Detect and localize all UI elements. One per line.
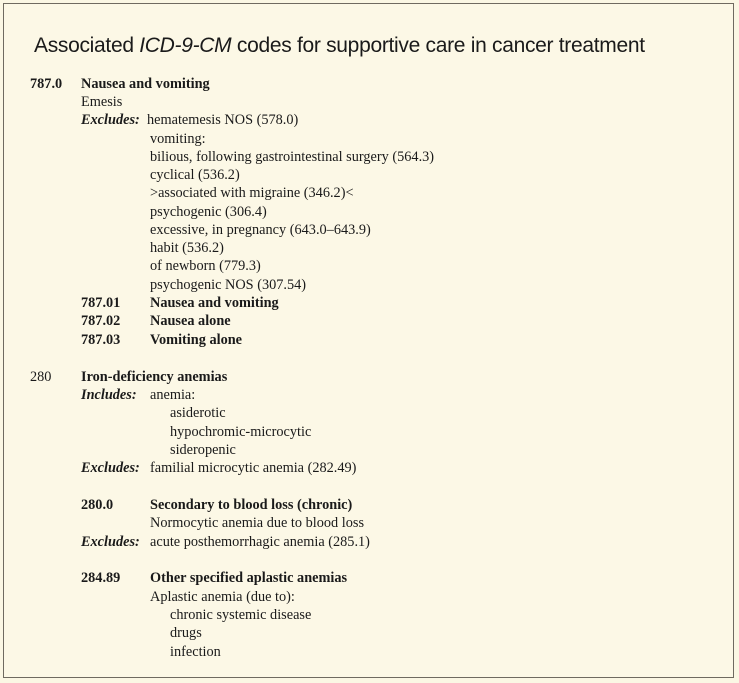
excludes-item: bilious, following gastrointestinal surgery (564.3) [150,149,435,165]
excludes-item: vomiting: [150,131,206,147]
code-787-0: 787.0 [30,76,63,92]
subcode-787-02-label: Nausea alone [150,313,231,329]
heading-280-0: Secondary to blood loss (chronic) [150,497,353,513]
includes-item: sideropenic [170,442,236,458]
code-280-0: 280.0 [81,497,114,513]
excludes-label-280-0: Excludes: [81,534,140,550]
includes-label-280: Includes: [81,387,137,403]
description-280-0: Normocytic anemia due to blood loss [150,515,365,531]
excludes-label-280: Excludes: [81,460,140,476]
page-title [34,34,645,58]
excludes-item: habit (536.2) [150,240,224,256]
subcode-787-03: 787.03 [81,332,121,348]
includes-item: asiderotic [170,405,226,421]
excludes-item: of newborn (779.3) [150,258,261,274]
excludes-item: cyclical (536.2) [150,167,240,183]
subcode-787-02: 787.02 [81,313,121,329]
code-280: 280 [30,369,52,385]
synonym-787-0: Emesis [81,94,123,110]
subcode-787-01: 787.01 [81,295,121,311]
excludes-label-787: Excludes: [81,112,140,128]
excludes-item: psychogenic NOS (307.54) [150,277,307,293]
excludes-text-280-0: acute posthemorrhagic anemia (285.1) [150,534,370,550]
cause-item: chronic systemic disease [170,607,312,623]
excludes-item: psychogenic (306.4) [150,204,267,220]
includes-first-280: anemia: [150,387,196,403]
excludes-text-280: familial microcytic anemia (282.49) [150,460,357,476]
heading-787-0: Nausea and vomiting [81,76,210,92]
includes-item: hypochromic-microcytic [170,424,312,440]
title-italic: ICD-9-CM [139,34,232,57]
code-284-89: 284.89 [81,570,121,586]
subcode-787-01-label: Nausea and vomiting [150,295,279,311]
heading-280: Iron-deficiency anemias [81,369,228,385]
subcode-787-03-label: Vomiting alone [150,332,243,348]
title-prefix: Associated [34,34,140,57]
cause-item: drugs [170,625,202,641]
excludes-first-787: hematemesis NOS (578.0) [147,112,299,128]
cause-item: infection [170,644,221,660]
description-284-89: Aplastic anemia (due to): [150,589,295,605]
excludes-item: >associated with migraine (346.2)< [150,185,354,201]
heading-284-89: Other specified aplastic anemias [150,570,348,586]
excludes-item: excessive, in pregnancy (643.0–643.9) [150,222,371,238]
title-suffix: codes for supportive care in cancer treatment [231,34,645,57]
